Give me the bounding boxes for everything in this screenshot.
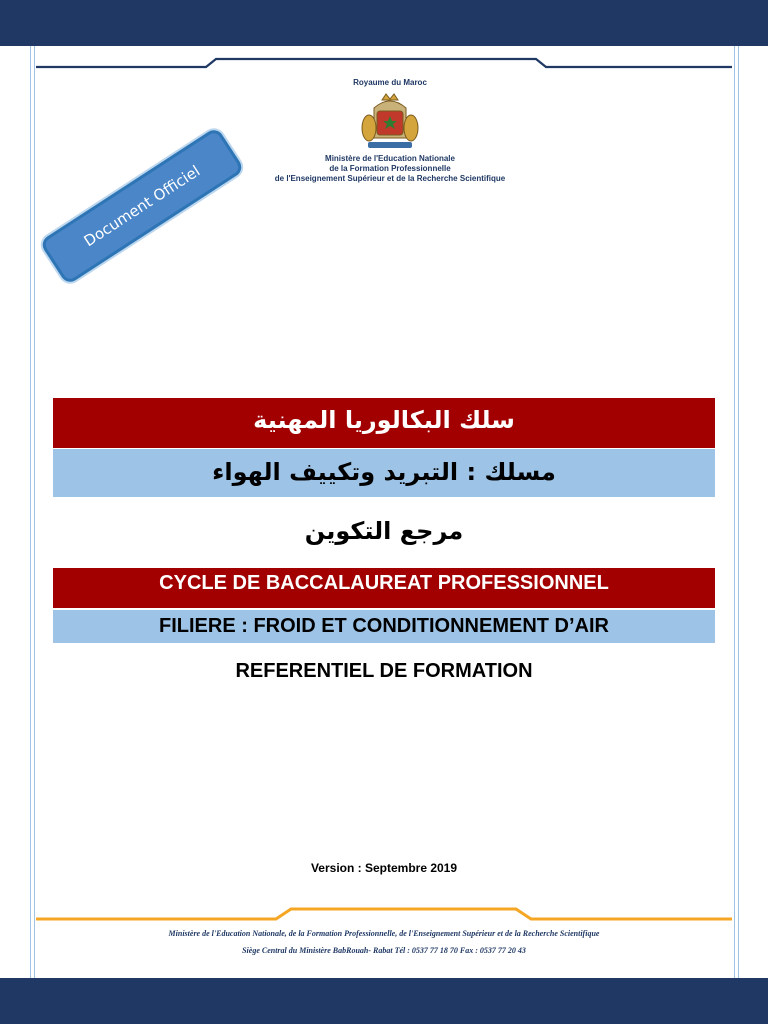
footer-address-line: Siège Central du Ministère BabRouah- Rabat Tél : 0537 77 18 70 Fax : 0537 77 20 43 — [242, 946, 526, 955]
ministry-line-3: de l'Enseignement Supérieur et de la Recherche Scientifique — [274, 174, 506, 183]
footer-ministry-line: Ministère de l'Education Nationale, de la Formation Professionnelle, de l'Enseignement Supérieur et de la Recherche Scientifique — [168, 929, 600, 938]
right-border-line — [738, 46, 739, 978]
french-filiere-title: FILIERE : FROID ET CONDITIONNEMENT D’AIR — [53, 610, 715, 643]
arabic-filiere-title: مسلك : التبريد وتكييف الهواء — [53, 449, 715, 497]
right-border-line-inner — [734, 46, 735, 978]
version-label: Version : Septembre 2019 — [310, 861, 458, 875]
stamp-label: Document Officiel — [80, 161, 204, 251]
french-cycle-title: CYCLE DE BACCALAUREAT PROFESSIONNEL — [53, 568, 715, 608]
top-banner — [0, 0, 768, 46]
ministry-line-1: Ministère de l'Education Nationale — [325, 154, 455, 163]
bottom-banner — [0, 978, 768, 1024]
country-name: Royaume du Maroc — [353, 78, 427, 87]
ministry-line-2: de la Formation Professionnelle — [329, 164, 451, 173]
arabic-cycle-title: سلك البكالوريا المهنية — [53, 398, 715, 448]
footer-rule — [36, 905, 732, 925]
coat-of-arms-icon — [360, 90, 420, 152]
left-border-line-inner — [34, 46, 35, 978]
official-document-stamp — [39, 126, 245, 285]
ministry-header — [230, 78, 550, 184]
header-rule — [36, 56, 732, 72]
french-referentiel-title: REFERENTIEL DE FORMATION — [235, 660, 533, 682]
left-border-line — [30, 46, 31, 978]
arabic-referentiel-title: مرجع التكوين — [304, 517, 464, 545]
